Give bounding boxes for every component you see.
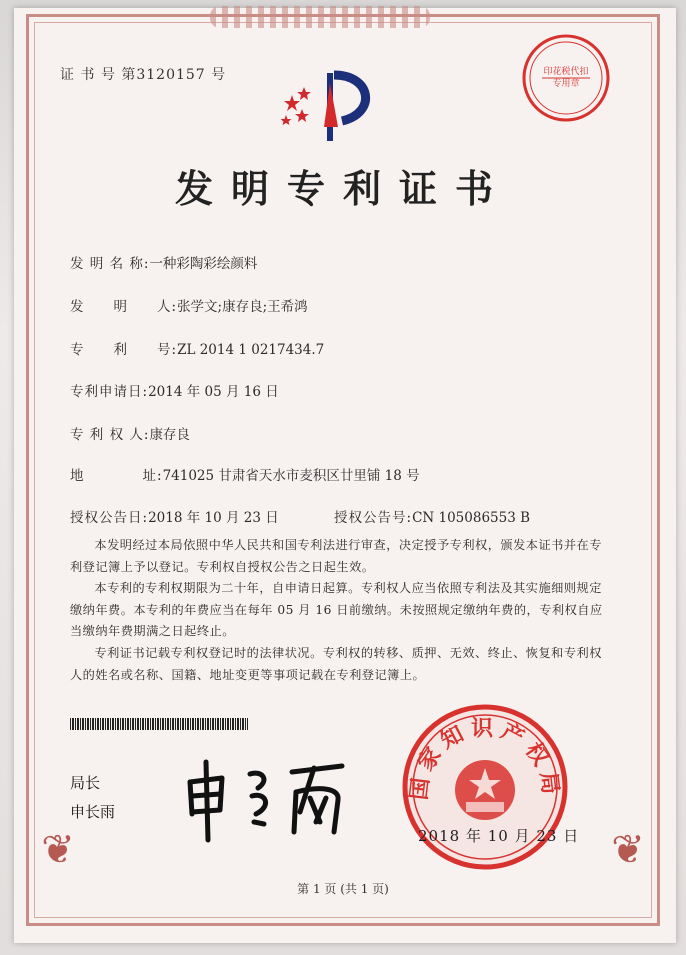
field-address: 地 址:741025 甘肃省天水市麦积区廿里铺 18 号: [70, 468, 420, 484]
corner-ornament-bottom-right: ❦: [611, 827, 645, 873]
paragraph-legal-status: 专利证书记载专利权登记时的法律状况。专利权的转移、质押、无效、终止、恢复和专利权人的姓名或名称、国籍、地址变更等事项记载在专利登记簿上。: [70, 646, 602, 682]
certificate-title: 发明专利证书: [174, 166, 511, 211]
corner-ornament-bottom-left: ❦: [41, 827, 75, 873]
certificate-number: 证 书 号 第3120157 号: [60, 67, 227, 83]
field-patentee: 专 利 权 人:康存良: [70, 427, 190, 443]
signatory-name: 申长雨: [70, 803, 116, 821]
tax-seal-text: 印花税代扣专用章: [543, 67, 589, 89]
paragraph-term: 本专利的专利权期限为二十年，自申请日起算。专利权人应当依照专利法及其实施细则规定缴纳年费。本专利的年费应当在每年 05 月 16 日前缴纳。未按照规定缴纳年费的，专利权自应当缴纳年费期满之日起终止。: [70, 581, 603, 638]
seal-date: 2018 年 10 月 23 日: [418, 827, 580, 845]
cnipa-logo-icon: [272, 65, 392, 145]
field-patent-number: 专 利 号:ZL 2014 1 0217434.7: [70, 342, 325, 358]
field-filing-date: 专利申请日:2014 年 05 月 16 日: [70, 384, 279, 400]
signatory-title: 局长: [70, 774, 101, 792]
field-inventors: 发 明 人:张学文;康存良;王希鸿: [70, 299, 308, 315]
tax-seal: [520, 32, 612, 124]
top-ornament: [210, 6, 430, 28]
barcode: [70, 718, 248, 730]
field-grant-number: 授权公告号:CN 105086553 B: [334, 510, 531, 526]
field-grant-date: 授权公告日:2018 年 10 月 23 日: [70, 510, 279, 526]
field-invention-name: 发 明 名 称:一种彩陶彩绘颜料: [70, 256, 258, 272]
page-footer: 第 1 页 (共 1 页): [297, 882, 389, 896]
paragraph-grant: 本发明经过本局依照中华人民共和国专利法进行审查，决定授予专利权，颁发本证书并在专利登记簿上予以登记。专利权自授权公告之日起生效。: [70, 538, 602, 574]
handwritten-signature: [180, 752, 350, 847]
seal-ring-text: 国家知识产权局: [405, 715, 565, 802]
cnipa-official-seal: [400, 702, 570, 872]
